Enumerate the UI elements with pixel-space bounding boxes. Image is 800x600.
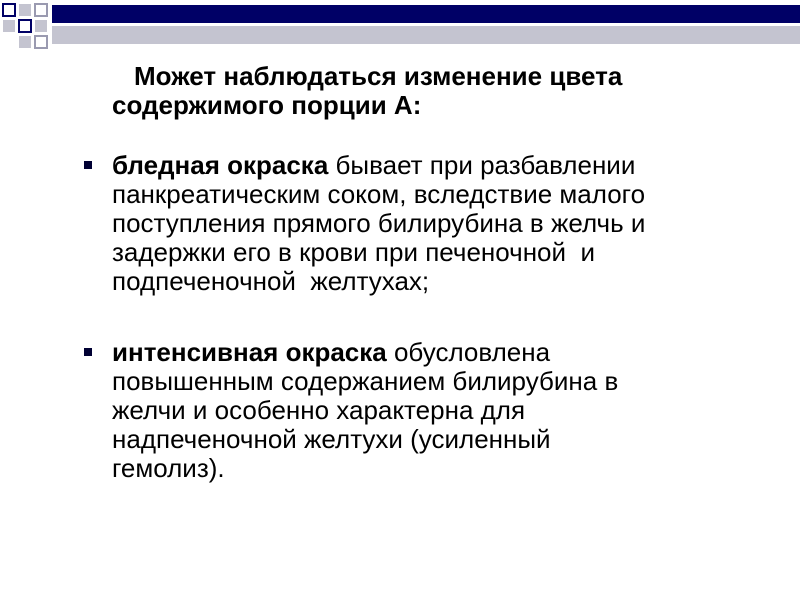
bullet-line-text: бывает при разбавлении [328, 150, 636, 180]
bullet-line [112, 338, 770, 367]
bullet-line: повышенным содержанием билирубина в [112, 366, 619, 396]
slide-heading [112, 62, 770, 120]
bullet-text [112, 338, 770, 483]
bullet-line: надпеченочной желтухи (усиленный [112, 424, 551, 454]
square-bullet-icon [84, 161, 92, 169]
heading-line: содержимого порции А: [112, 90, 422, 120]
bullet-line: гемолиз). [112, 453, 225, 483]
deco-square [35, 36, 47, 48]
deco-square [35, 20, 47, 32]
bullet-line [112, 151, 770, 180]
title-decoration [0, 0, 800, 60]
bullet-line: панкреатическим соком, вследствие малого [112, 179, 646, 209]
deco-square [35, 4, 47, 16]
bullet-term: бледная окраска [112, 150, 329, 180]
bullet-text [112, 151, 770, 296]
deco-square [3, 4, 15, 16]
square-bullet-icon [84, 348, 92, 356]
bullet-line: задержки его в крови при печеночной и [112, 237, 596, 267]
bullet-term: интенсивная окраска [112, 337, 387, 367]
heading-line: Может наблюдаться изменение цвета [134, 61, 623, 91]
gray-title-bar [52, 26, 800, 44]
bullet-item [80, 338, 770, 483]
deco-square [19, 4, 31, 16]
slide-body [80, 62, 770, 483]
deco-square [19, 36, 31, 48]
bullet-line: поступления прямого билирубина в желчь и [112, 208, 646, 238]
navy-title-bar [52, 5, 800, 23]
bullet-line: желчи и особенно характерна для [112, 395, 526, 425]
deco-square [19, 20, 31, 32]
bullet-line: подпеченочной желтухах; [112, 266, 430, 296]
deco-square [3, 20, 15, 32]
bullet-item [80, 151, 770, 296]
bullet-line-text: обусловлена [386, 337, 551, 367]
